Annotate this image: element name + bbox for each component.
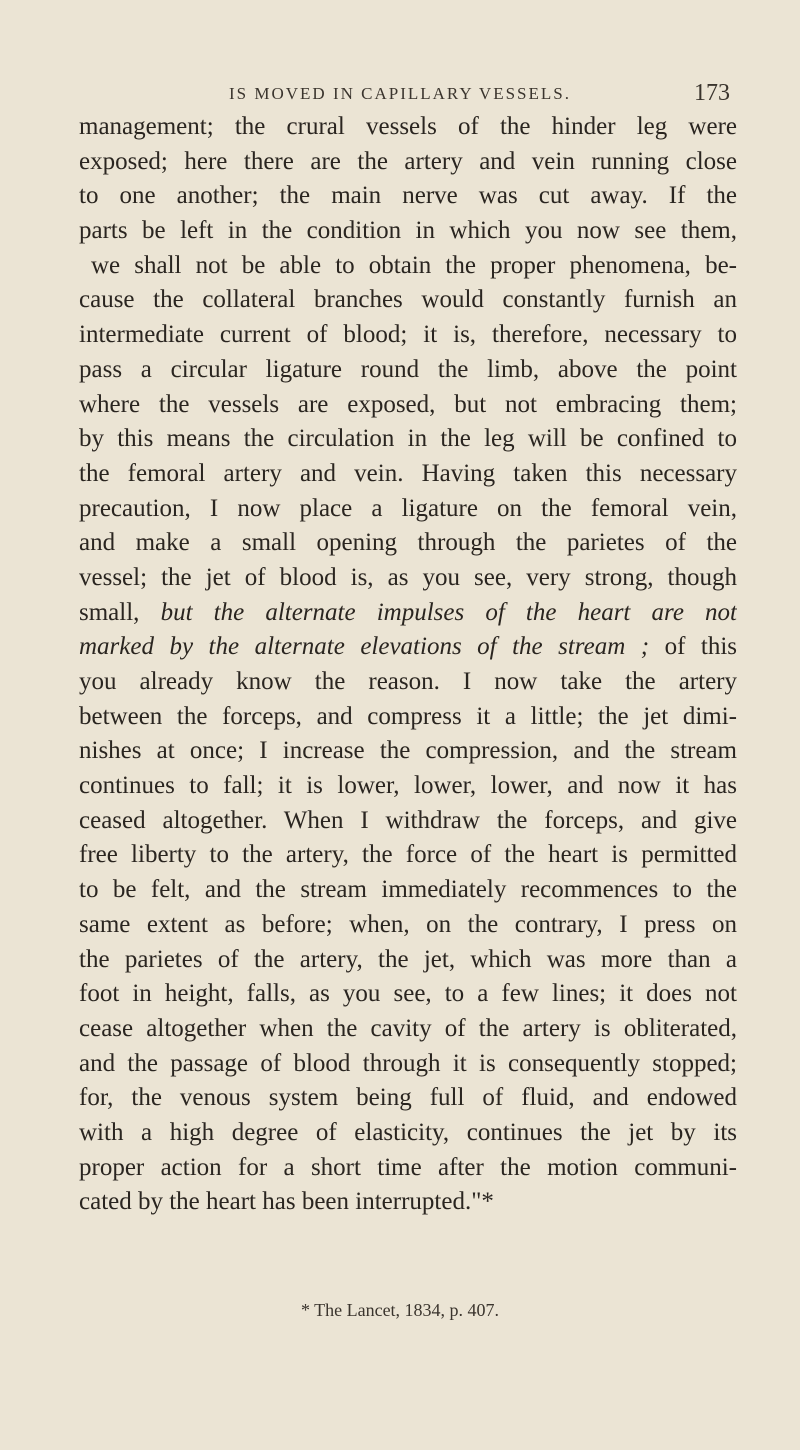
page-number: 173 [694,80,730,106]
italic-phrase-2: marked by the alternate elevations of the stream ; [79,633,650,661]
text-line-31: proper action for a short time after the motion communi- [79,1153,737,1181]
text-line-5: we shall not be able to obtain the proper phenomena, be- [91,251,737,279]
text-line-13: and make a small opening through the parietes of the [79,529,737,557]
text-line-7: intermediate current of blood; it is, therefore, necessary to [79,321,737,349]
text-line-19: nishes at once; I increase the compression, and the stream [79,737,737,765]
text-line-27: cease altogether when the cavity of the artery is obliterated, [79,1014,737,1042]
text-line-4: parts be left in the condition in which you now see them, [79,217,737,245]
text-line-32: cated by the heart has been interrupted."* [79,1188,494,1216]
text-line-20: continues to fall; it is lower, lower, lower, and now it has [79,772,737,800]
text-line-23: to be felt, and the stream immediately recommences to the [79,876,737,904]
text-line-8: pass a circular ligature round the limb, above the point [79,355,737,383]
text-line-21: ceased altogether. When I withdraw the forceps, and give [79,806,737,834]
text-line-6: cause the collateral branches would constantly furnish an [79,286,737,314]
text-line-2: exposed; here there are the artery and vein running close [79,147,737,175]
running-head: IS MOVED IN CAPILLARY VESSELS. [229,84,571,103]
footnote: * The Lancet, 1834, p. 407. [300,1300,500,1320]
text-line-25: the parietes of the artery, the jet, which was more than a [79,945,737,973]
text-line-14: vessel; the jet of blood is, as you see, very strong, though [79,563,737,591]
text-line-26: foot in height, falls, as you see, to a few lines; it does not [79,980,737,1008]
text-line-9: where the vessels are exposed, but not embracing them; [79,390,737,418]
text-line-1: management; the crural vessels of the hinder leg were [79,113,737,140]
text-line-24: same extent as before; when, on the contrary, I press on [79,910,737,938]
text-line-18: between the forceps, and compress it a little; the jet dimi- [79,702,737,730]
text-line-10: by this means the circulation in the leg will be confined to [79,425,737,453]
body-text [79,110,737,1220]
text-line-11: the femoral artery and vein. Having taken this necessary [79,459,737,487]
text-line-3: to one another; the main nerve was cut away. If the [79,182,737,210]
italic-phrase-1: but the alternate impulses of the heart are not [160,598,737,626]
text-line-28: and the passage of blood through it is consequently stopped; [79,1049,737,1077]
text-line-15 [79,596,737,631]
text-line-15-start: small, [79,598,140,626]
text-line-30: with a high degree of elasticity, continues the jet by its [79,1118,737,1146]
text-line-12: precaution, I now place a ligature on the femoral vein, [79,494,737,522]
text-line-22: free liberty to the artery, the force of the heart is permitted [79,841,737,869]
text-line-16-end: of this [664,633,737,661]
text-line-17: you already know the reason. I now take the artery [79,668,737,695]
text-line-16 [79,630,737,665]
text-line-29: for, the venous system being full of fluid, and endowed [79,1084,737,1112]
